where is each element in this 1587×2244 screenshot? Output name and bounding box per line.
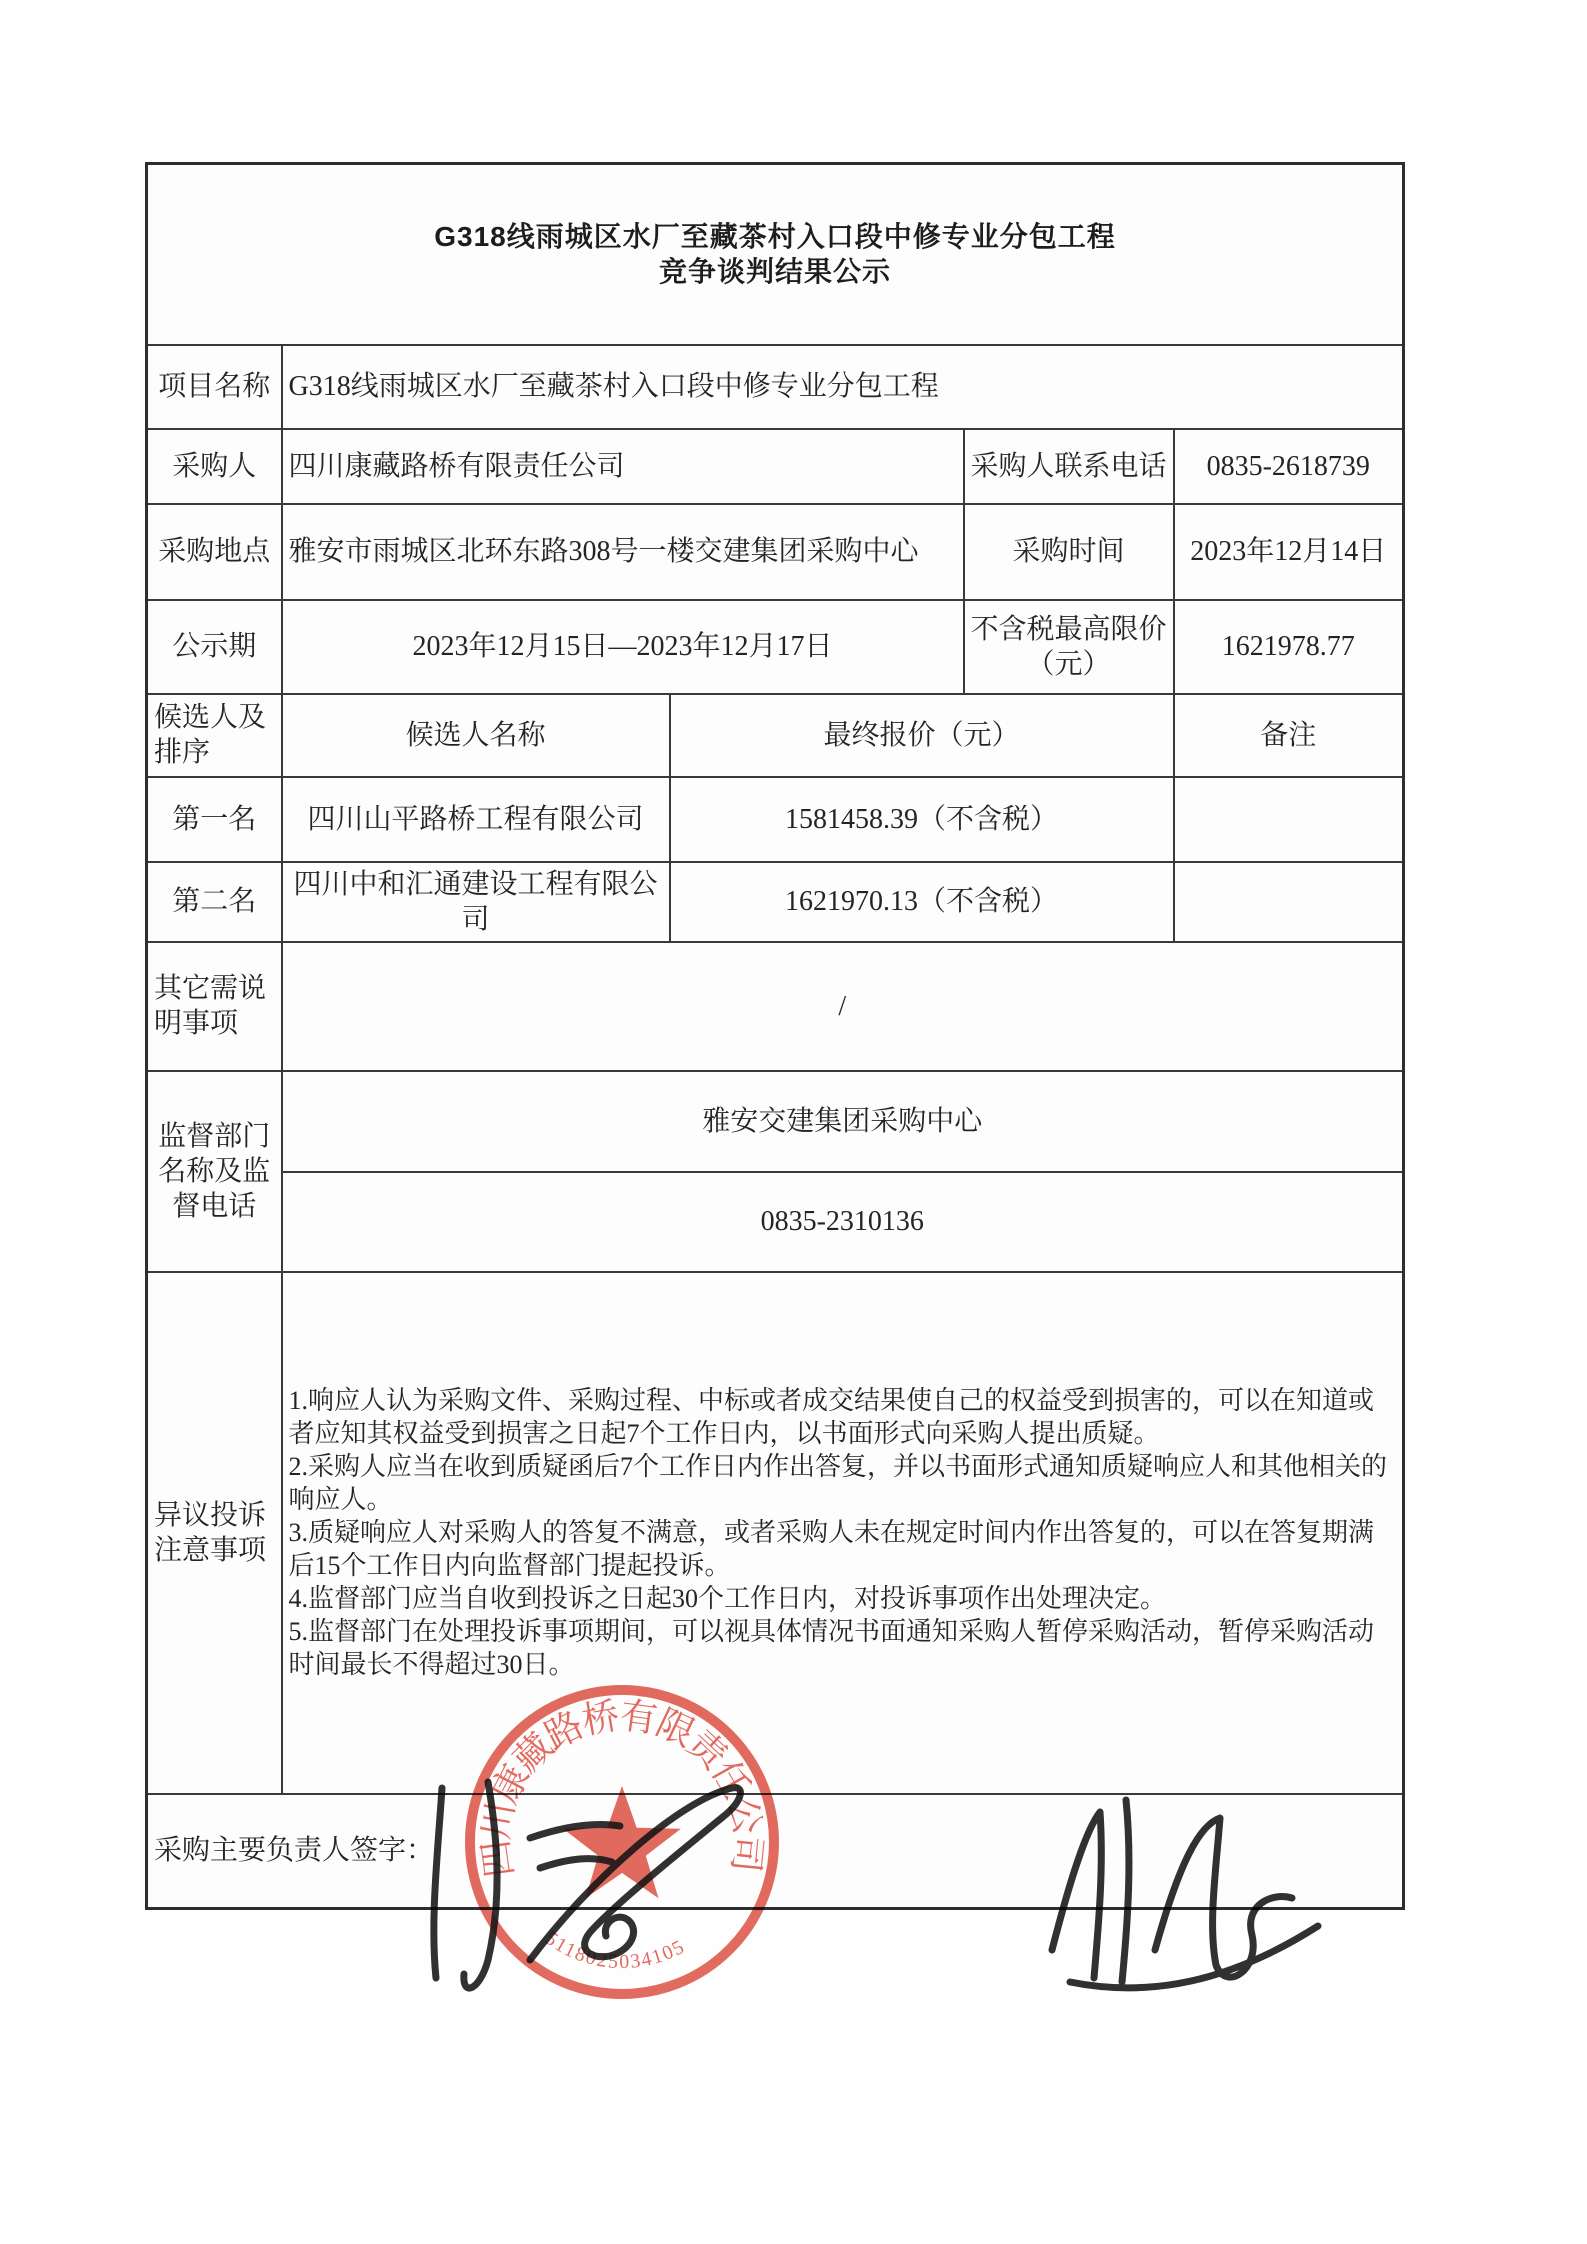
result-table (145, 162, 1405, 1910)
candidate-remark-header: 备注 (1174, 694, 1404, 777)
supervision-label: 监督部门名称及监督电话 (147, 1071, 282, 1272)
objection-item: 4.监督部门应当自收到投诉之日起30个工作日内，对投诉事项作出处理决定。 (288, 1584, 1167, 1613)
supervision-phone: 0835-2310136 (282, 1172, 1404, 1272)
table-row (147, 862, 1404, 942)
stamp-serial-arc-text: 5118025034105 (540, 1927, 690, 1974)
publicity-label: 公示期 (147, 600, 282, 694)
objection-label: 异议投诉注意事项 (147, 1272, 282, 1794)
page-title (147, 164, 1404, 345)
project-name-value: G318线雨城区水厂至藏茶村入口段中修专业分包工程 (282, 345, 1404, 429)
title-line-2: 竞争谈判结果公示 (659, 256, 892, 288)
time-value: 2023年12月14日 (1174, 504, 1404, 600)
max-price-label: 不含税最高限价（元） (964, 600, 1174, 694)
stamp-company-arc-text: 四川康藏路桥有限责任公司 (474, 1694, 770, 1880)
other-notes-label: 其它需说明事项 (147, 942, 282, 1071)
candidate-name: 四川山平路桥工程有限公司 (282, 777, 670, 862)
objection-item: 1.响应人认为采购文件、采购过程、中标或者成交结果使自己的权益受到损害的，可以在知道或者应知其权益受到损害之日起7个工作日内，以书面形式向采购人提出质疑。 (288, 1386, 1375, 1448)
project-name-label: 项目名称 (147, 345, 282, 429)
purchaser-value: 四川康藏路桥有限责任公司 (282, 429, 964, 504)
candidate-rank-header: 候选人及排序 (147, 694, 282, 777)
purchaser-phone-label: 采购人联系电话 (964, 429, 1174, 504)
location-label: 采购地点 (147, 504, 282, 600)
other-notes-value: / (282, 942, 1404, 1071)
candidate-price: 1621970.13（不含税） (670, 862, 1174, 942)
title-line-1: G318线雨城区水厂至藏茶村入口段中修专业分包工程 (434, 221, 1116, 253)
purchaser-phone-value: 0835-2618739 (1174, 429, 1404, 504)
max-price-value: 1621978.77 (1174, 600, 1404, 694)
supervision-name: 雅安交建集团采购中心 (282, 1071, 1404, 1172)
objection-item: 5.监督部门在处理投诉事项期间，可以视具体情况书面通知采购人暂停采购活动，暂停采购活动时间最长不得超过30日。 (288, 1617, 1375, 1679)
objection-item: 2.采购人应当在收到质疑函后7个工作日内作出答复，并以书面形式通知质疑响应人和其他相关的响应人。 (288, 1452, 1388, 1514)
candidate-price-header: 最终报价（元） (670, 694, 1174, 777)
svg-text:5118025034105 (541, 1927, 689, 1973)
candidate-rank: 第一名 (147, 777, 282, 862)
time-label: 采购时间 (964, 504, 1174, 600)
table-row (147, 777, 1404, 862)
candidate-price: 1581458.39（不含税） (670, 777, 1174, 862)
signature-row (147, 1794, 1404, 1909)
candidate-rank: 第二名 (147, 862, 282, 942)
purchaser-label: 采购人 (147, 429, 282, 504)
publicity-value: 2023年12月15日—2023年12月17日 (282, 600, 964, 694)
objection-item: 3.质疑响应人对采购人的答复不满意，或者采购人未在规定时间内作出答复的，可以在答复期满后15个工作日内向监督部门提起投诉。 (288, 1518, 1375, 1580)
candidate-name-header: 候选人名称 (282, 694, 670, 777)
objection-content (282, 1272, 1404, 1794)
candidate-name: 四川中和汇通建设工程有限公司 (282, 862, 670, 942)
signature-label: 采购主要负责人签字： (154, 1835, 435, 1867)
location-value: 雅安市雨城区北环东路308号一楼交建集团采购中心 (282, 504, 964, 600)
candidate-remark (1174, 777, 1404, 862)
candidate-remark (1174, 862, 1404, 942)
